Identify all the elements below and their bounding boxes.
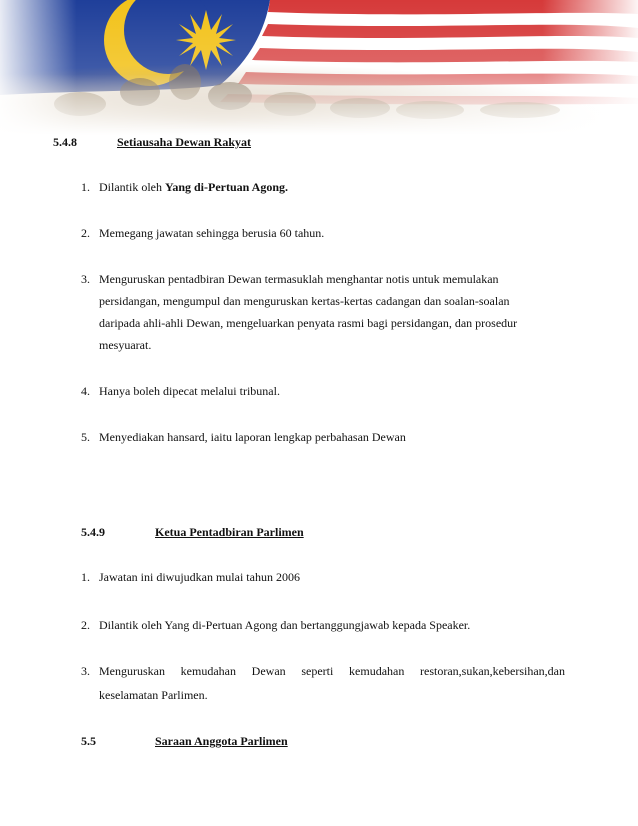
list-item-line: daripada ahli-ahli Dewan, mengeluarkan penyata rasmi bagi persidangan, dan prosedur [99,316,518,330]
list-number: 5. [81,430,90,444]
section-number: 5.5 [81,734,96,748]
header-banner [0,0,638,135]
list-item: Jawatan ini diwujudkan mulai tahun 2006 [99,570,300,584]
section-number: 5.4.9 [81,525,105,539]
list-number: 3. [81,664,90,678]
list-number: 4. [81,384,90,398]
list-number: 1. [81,570,90,584]
section-title: Setiausaha Dewan Rakyat [117,135,252,149]
list-number: 2. [81,618,90,632]
section-title: Ketua Pentadbiran Parlimen [155,525,304,539]
list-item-line: persidangan, mengumpul dan menguruskan kertas-kertas cadangan dan soalan-soalan [99,294,510,308]
list-number: 2. [81,226,90,240]
list-item: Menyediakan hansard, iaitu laporan lengkap perbahasan Dewan [99,430,406,444]
list-item [99,268,565,356]
list-item: Dilantik oleh Yang di-Pertuan Agong dan bertanggungjawab kepada Speaker. [99,618,471,632]
list-item-text: Dilantik oleh [99,180,165,194]
list-item: Hanya boleh dipecat melalui tribunal. [99,384,280,398]
list-item-line: Menguruskan pentadbiran Dewan termasuklah menghantar notis untuk memulakan [99,272,499,286]
list-item-line: mesyuarat. [99,338,152,352]
list-item-bold-text: Yang di-Pertuan Agong. [165,180,289,194]
list-item [99,176,288,198]
list-item-line: keselamatan Parlimen. [99,688,208,702]
section-title: Saraan Anggota Parlimen [155,734,288,748]
list-number: 1. [81,180,90,194]
section-number: 5.4.8 [53,135,77,149]
list-item: Memegang jawatan sehingga berusia 60 tahun. [99,226,325,240]
list-number: 3. [81,272,90,286]
malaysia-flag-banner-image [0,0,638,135]
list-item-justified-line: Menguruskan kemudahan Dewan seperti kemudahan restoran,sukan,kebersihan,dan [99,664,565,678]
